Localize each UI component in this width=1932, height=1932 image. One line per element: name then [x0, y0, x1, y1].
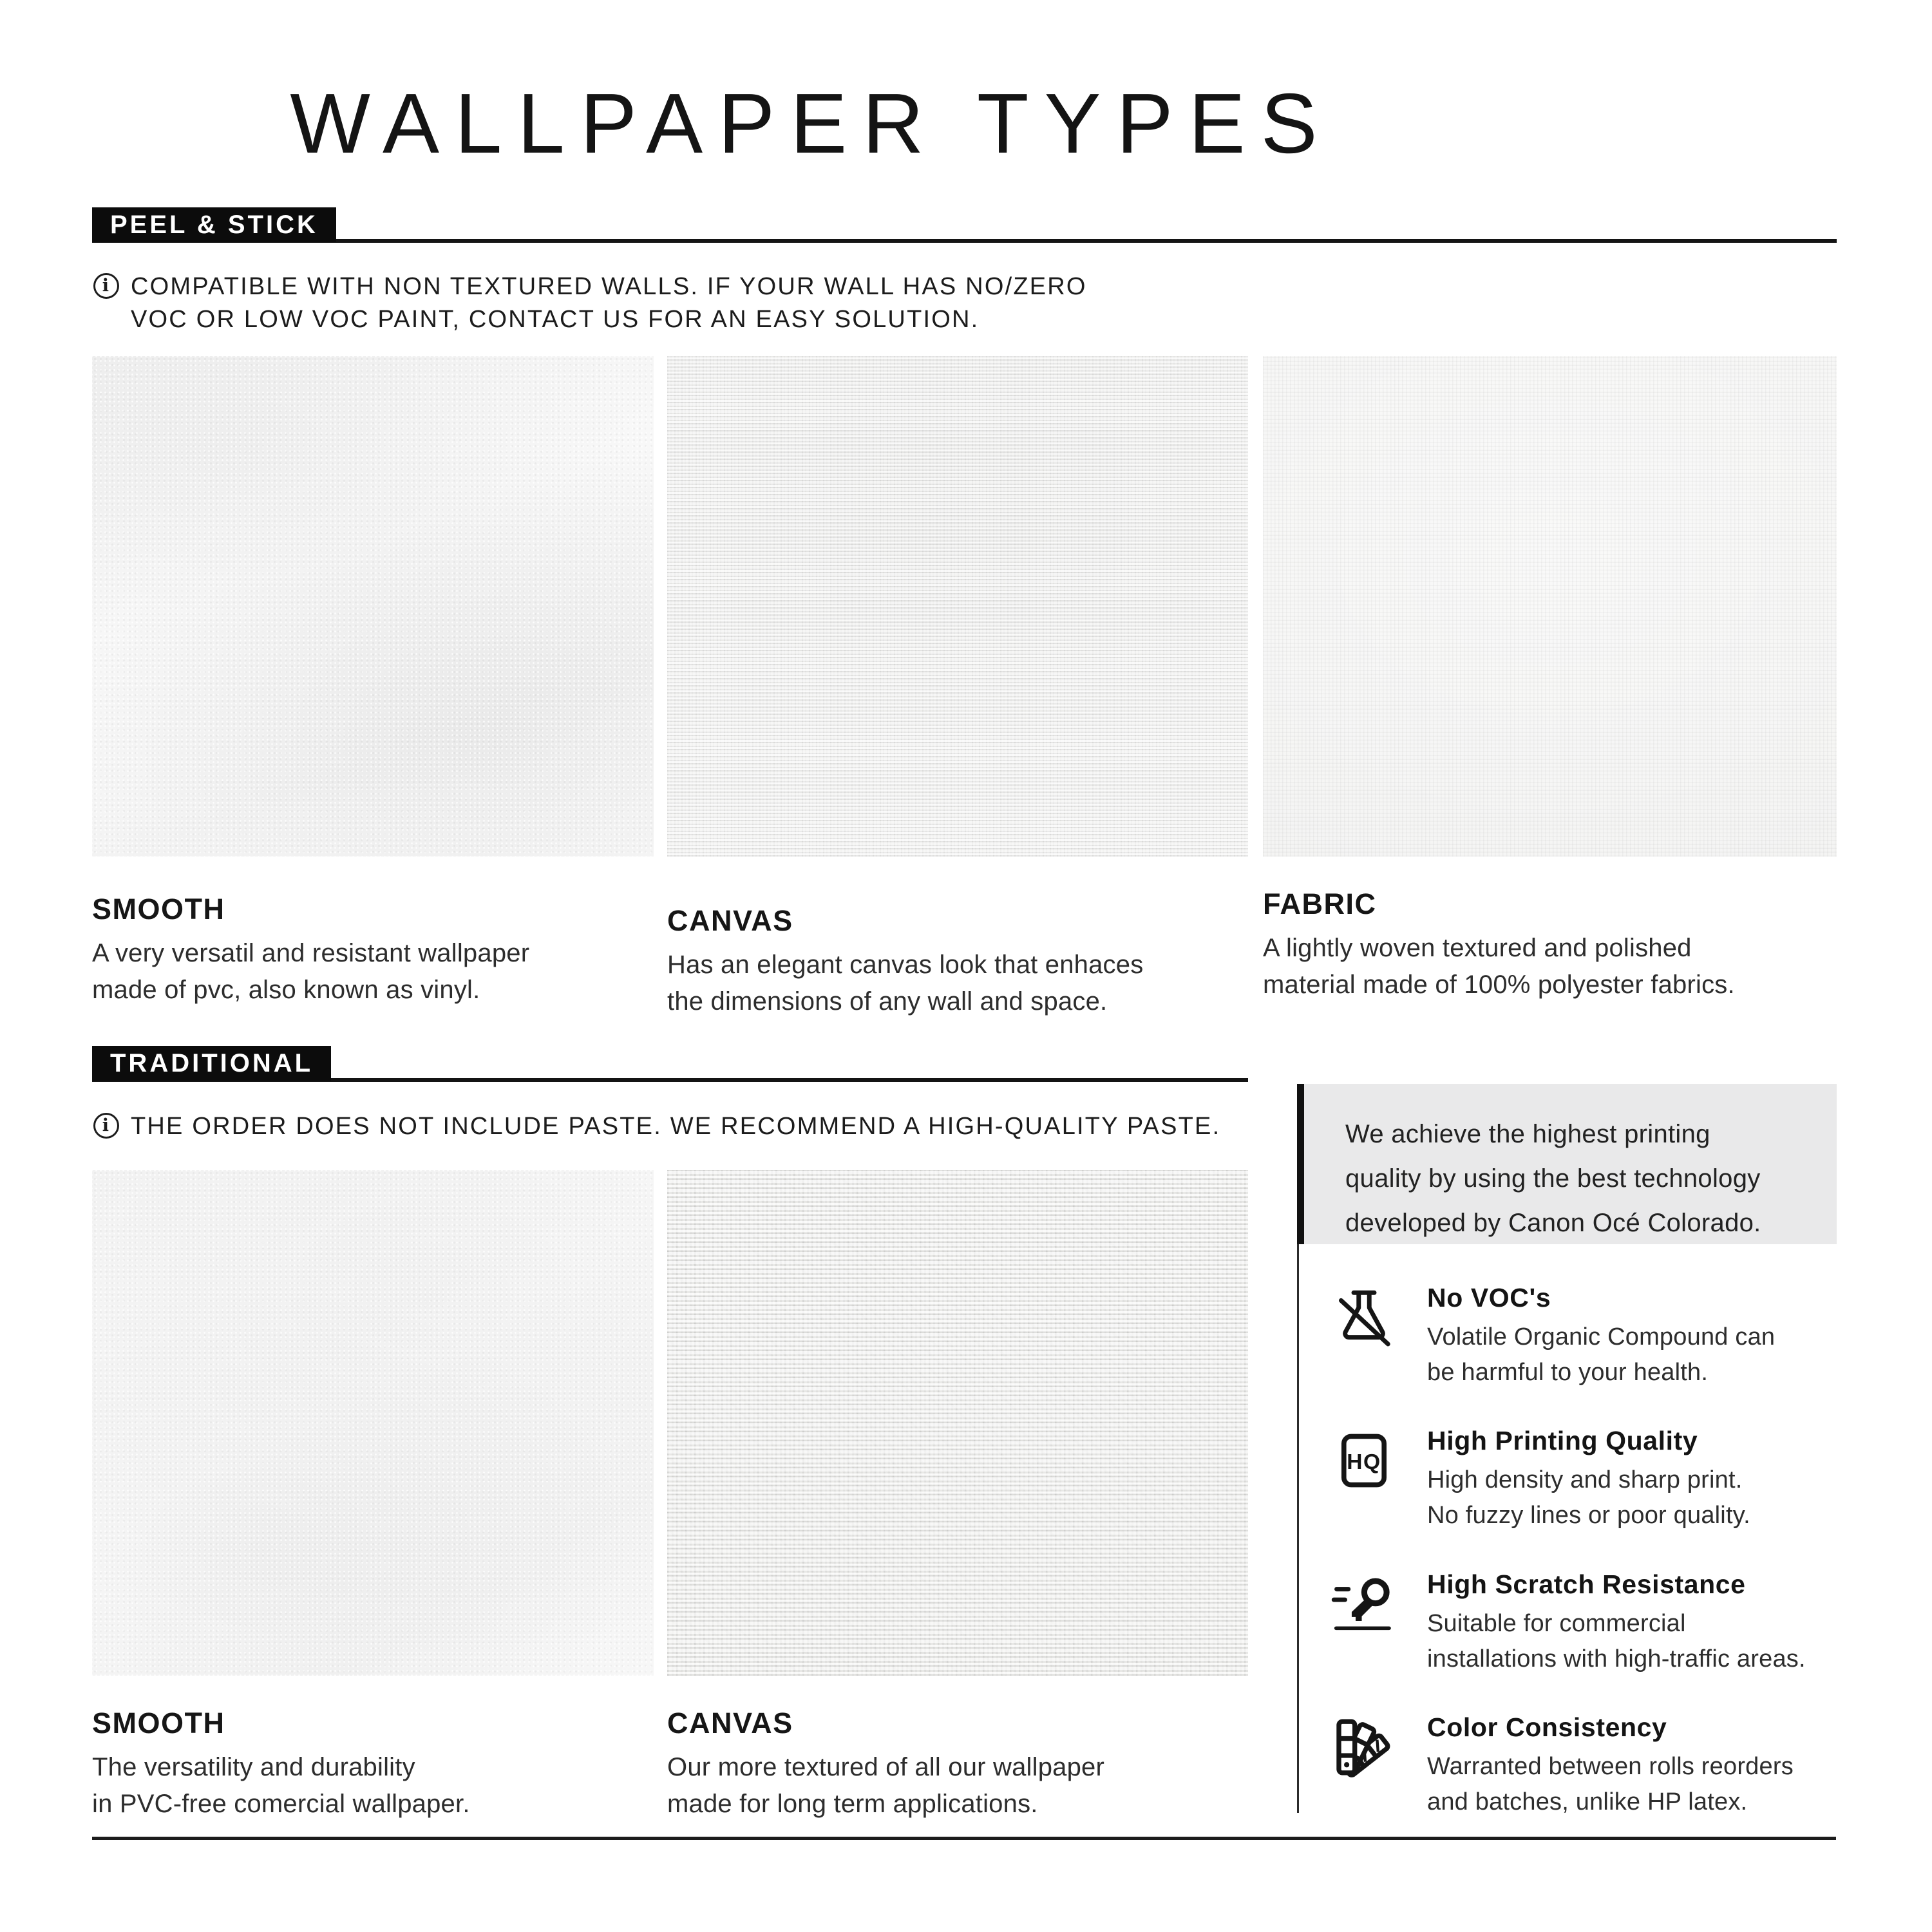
feature-title: High Printing Quality [1427, 1426, 1698, 1456]
desc-line: Suitable for commercial [1427, 1609, 1686, 1637]
desc-line: Our more textured of all our wallpaper [667, 1753, 1105, 1781]
feature-high-scratch-resistance [1328, 1569, 1856, 1676]
info-icon [93, 273, 119, 299]
desc-line: in PVC-free comercial wallpaper. [92, 1790, 470, 1819]
info-icon [93, 1113, 119, 1139]
smooth-swatch-image [92, 1170, 654, 1676]
callout-line: We achieve the highest printing [1345, 1120, 1710, 1148]
canvas-swatch-image [667, 356, 1248, 857]
peel-stick-section-badge: PEEL & STICK [92, 207, 336, 242]
feature-text [1427, 1712, 1794, 1819]
desc-line: be harmful to your health. [1427, 1358, 1709, 1386]
feature-text [1427, 1283, 1775, 1390]
peel-stick-smooth-column [92, 356, 654, 1009]
note-line: COMPATIBLE WITH NON TEXTURED WALLS. IF YOUR WALL HAS NO/ZERO [131, 273, 1087, 300]
callout-line: developed by Canon Océ Colorado. [1345, 1209, 1761, 1238]
hq-icon-label: HQ [1347, 1450, 1381, 1475]
desc-line: installations with high-traffic areas. [1427, 1645, 1806, 1672]
smooth-swatch-image [92, 356, 654, 857]
swatch-description [92, 1749, 654, 1823]
desc-line: Volatile Organic Compound can [1427, 1323, 1776, 1350]
page-title: WALLPAPER TYPES [290, 76, 1333, 171]
feature-no-vocs [1328, 1283, 1856, 1390]
peel-stick-note-text [131, 270, 1087, 336]
swatch-label: SMOOTH [92, 1707, 225, 1739]
feature-text [1427, 1426, 1750, 1533]
printing-quality-callout [1297, 1084, 1837, 1244]
peel-stick-fabric-column [1263, 356, 1837, 1003]
color-swatchbook-icon [1328, 1712, 1400, 1819]
desc-line: material made of 100% polyester fabrics. [1263, 971, 1735, 999]
feature-title: High Scratch Resistance [1427, 1569, 1746, 1599]
callout-line: quality by using the best technology [1345, 1164, 1761, 1193]
desc-line: made of pvc, also known as vinyl. [92, 976, 480, 1005]
traditional-note [93, 1110, 1220, 1143]
swatch-description [667, 1749, 1248, 1823]
swatch-label: FABRIC [1263, 887, 1377, 920]
feature-description [1427, 1606, 1806, 1676]
swatch-description [667, 947, 1248, 1020]
bottom-divider-rule [92, 1837, 1836, 1840]
desc-line: Warranted between rolls reorders [1427, 1753, 1794, 1781]
peel-stick-canvas-column [667, 356, 1248, 1020]
feature-description [1427, 1320, 1775, 1390]
desc-line: The versatility and durability [92, 1753, 415, 1781]
feature-high-printing-quality [1328, 1426, 1856, 1533]
traditional-smooth-column [92, 1170, 654, 1823]
sidebar-vertical-rule [1297, 1244, 1299, 1813]
feature-color-consistency [1328, 1712, 1856, 1819]
note-line: THE ORDER DOES NOT INCLUDE PASTE. WE RECOMMEND A HIGH-QUALITY PASTE. [131, 1113, 1221, 1140]
canvas-swatch-image [667, 1170, 1248, 1676]
feature-title: Color Consistency [1427, 1712, 1667, 1743]
swatch-description [1263, 930, 1837, 1003]
swatch-description [92, 935, 654, 1009]
hq-badge-icon [1328, 1426, 1400, 1533]
desc-line: A very versatil and resistant wallpaper [92, 939, 530, 967]
feature-title: No VOC's [1427, 1283, 1551, 1312]
feature-description [1427, 1749, 1794, 1819]
peel-stick-section-rule [92, 239, 1837, 243]
fabric-swatch-image [1263, 356, 1837, 857]
info-icon-glyph: i [102, 1115, 111, 1135]
desc-line: made for long term applications. [667, 1790, 1038, 1819]
key-scratch-icon [1328, 1569, 1400, 1676]
desc-line: A lightly woven textured and polished [1263, 934, 1692, 962]
desc-line: Has an elegant canvas look that enhaces [667, 951, 1144, 979]
traditional-canvas-column [667, 1170, 1248, 1823]
feature-text [1427, 1569, 1806, 1676]
info-icon-glyph: i [102, 275, 111, 296]
swatch-label: CANVAS [667, 1707, 793, 1739]
desc-line: No fuzzy lines or poor quality. [1427, 1502, 1750, 1530]
feature-list [1328, 1283, 1856, 1820]
desc-line: and batches, unlike HP latex. [1427, 1788, 1748, 1816]
swatch-label: CANVAS [667, 904, 793, 937]
desc-line: the dimensions of any wall and space. [667, 987, 1108, 1016]
desc-line: High density and sharp print. [1427, 1466, 1743, 1494]
swatch-label: SMOOTH [92, 893, 225, 925]
no-voc-flask-icon [1328, 1283, 1400, 1390]
feature-description [1427, 1463, 1750, 1533]
traditional-note-text [131, 1110, 1220, 1143]
traditional-section-badge: TRADITIONAL [92, 1046, 331, 1081]
peel-stick-note [93, 270, 1087, 336]
note-line: VOC OR LOW VOC PAINT, CONTACT US FOR AN EASY SOLUTION. [131, 305, 980, 333]
